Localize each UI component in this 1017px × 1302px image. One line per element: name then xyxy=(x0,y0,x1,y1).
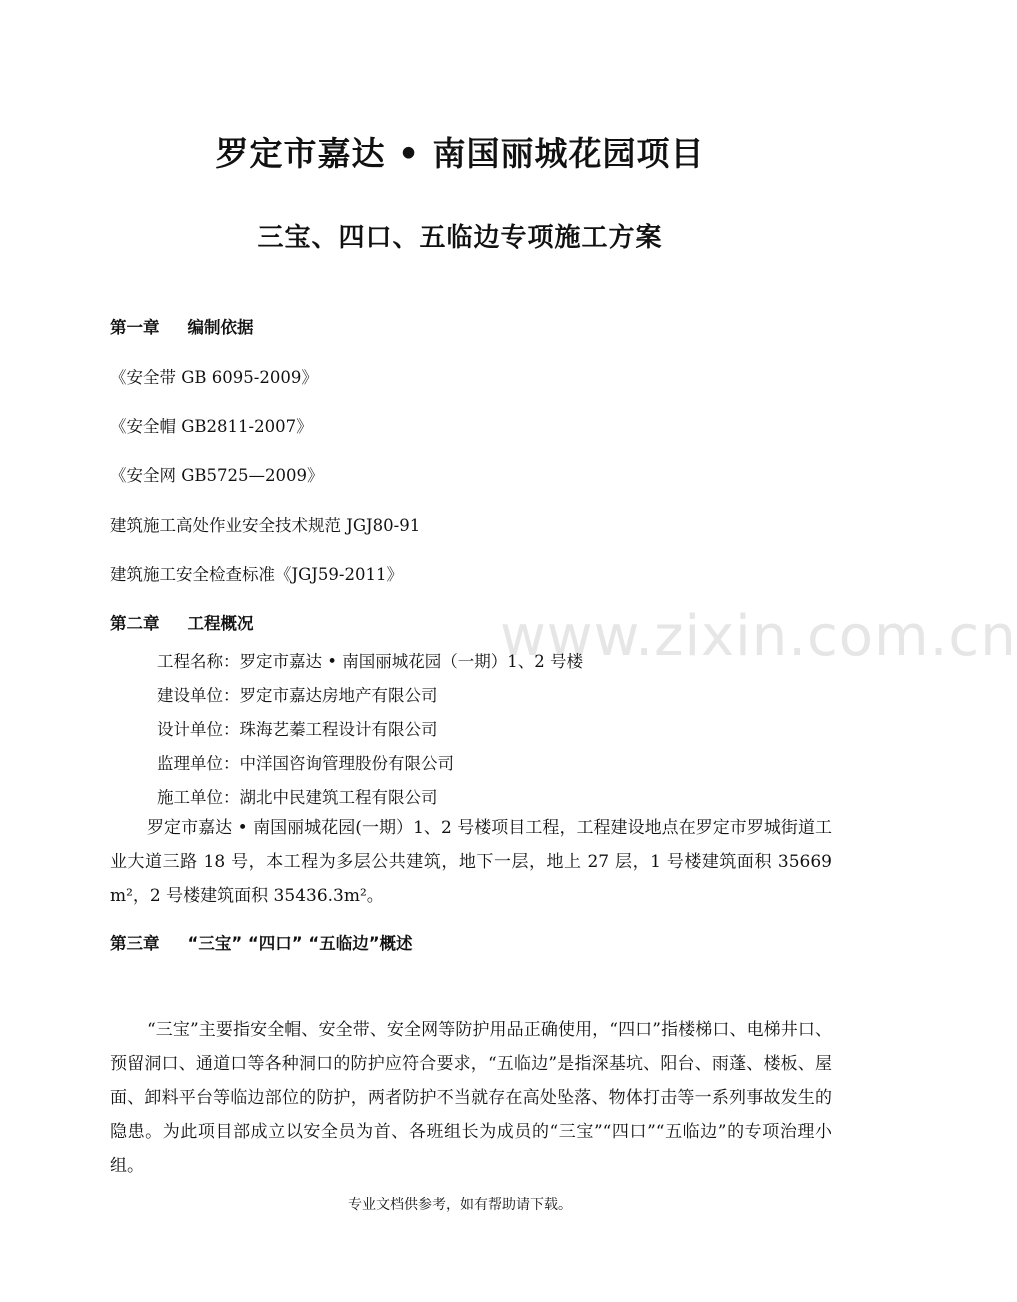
chapter-number: 第二章 xyxy=(110,614,160,633)
document-subtitle: 三宝、四口、五临边专项施工方案 xyxy=(257,223,663,253)
reference-item: 《安全网 GB5725—2009》 xyxy=(110,466,324,485)
reference-item: 建筑施工高处作业安全技术规范 JGJ80-91 xyxy=(110,516,421,535)
project-info-line: 建设单位：罗定市嘉达房地产有限公司 xyxy=(157,686,438,705)
page-footer: 专业文档供参考，如有帮助请下载。 xyxy=(348,1197,572,1213)
chapter-name: “三宝” “四口” “五临边”概述 xyxy=(187,934,413,953)
reference-item: 《安全帽 GB2811-2007》 xyxy=(110,417,313,436)
project-overview-paragraph: 罗定市嘉达 • 南国丽城花园(一期）1、2 号楼项目工程，工程建设地点在罗定市罗城街道工业大道三路 18 号，本工程为多层公共建筑，地下一层，地上 27 层，1 号楼建筑面积 35669 m²，2 号楼建筑面积 35436.3m²。 xyxy=(110,818,832,906)
project-info-line: 工程名称：罗定市嘉达 • 南国丽城花园（一期）1、2 号楼 xyxy=(157,652,583,671)
project-info-line: 监理单位：中洋国咨询管理股份有限公司 xyxy=(157,754,454,773)
document-title: 罗定市嘉达 • 南国丽城花园项目 xyxy=(215,134,705,173)
chapter-3-heading xyxy=(110,930,413,954)
reference-item: 《安全带 GB 6095-2009》 xyxy=(110,368,318,387)
project-info-line: 设计单位：珠海艺蓁工程设计有限公司 xyxy=(157,720,438,739)
chapter-2-heading xyxy=(110,610,254,634)
summary-paragraph: “三宝”主要指安全帽、安全带、安全网等防护用品正确使用，“四口”指楼梯口、电梯井口、预留洞口、通道口等各种洞口的防护应符合要求，“五临边”是指深基坑、阳台、雨蓬、楼板、屋面、卸料平台等临边部位的防护，两者防护不当就存在高处坠落、物体打击等一系列事故发生的隐患。为此项目部成立以安全员为首、各班组长为成员的“三宝”“四口”“五临边”的专项治理小组。 xyxy=(110,1020,832,1176)
reference-item: 建筑施工安全检查标准《JGJ59-2011》 xyxy=(110,565,403,584)
chapter-1-heading xyxy=(110,314,254,338)
chapter-name: 编制依据 xyxy=(187,318,254,337)
chapter-number: 第一章 xyxy=(110,318,160,337)
watermark: www.zixin.com.cn xyxy=(500,604,1017,669)
chapter-name: 工程概况 xyxy=(187,614,254,633)
chapter-number: 第三章 xyxy=(110,934,160,953)
project-info-line: 施工单位：湖北中民建筑工程有限公司 xyxy=(157,788,438,807)
